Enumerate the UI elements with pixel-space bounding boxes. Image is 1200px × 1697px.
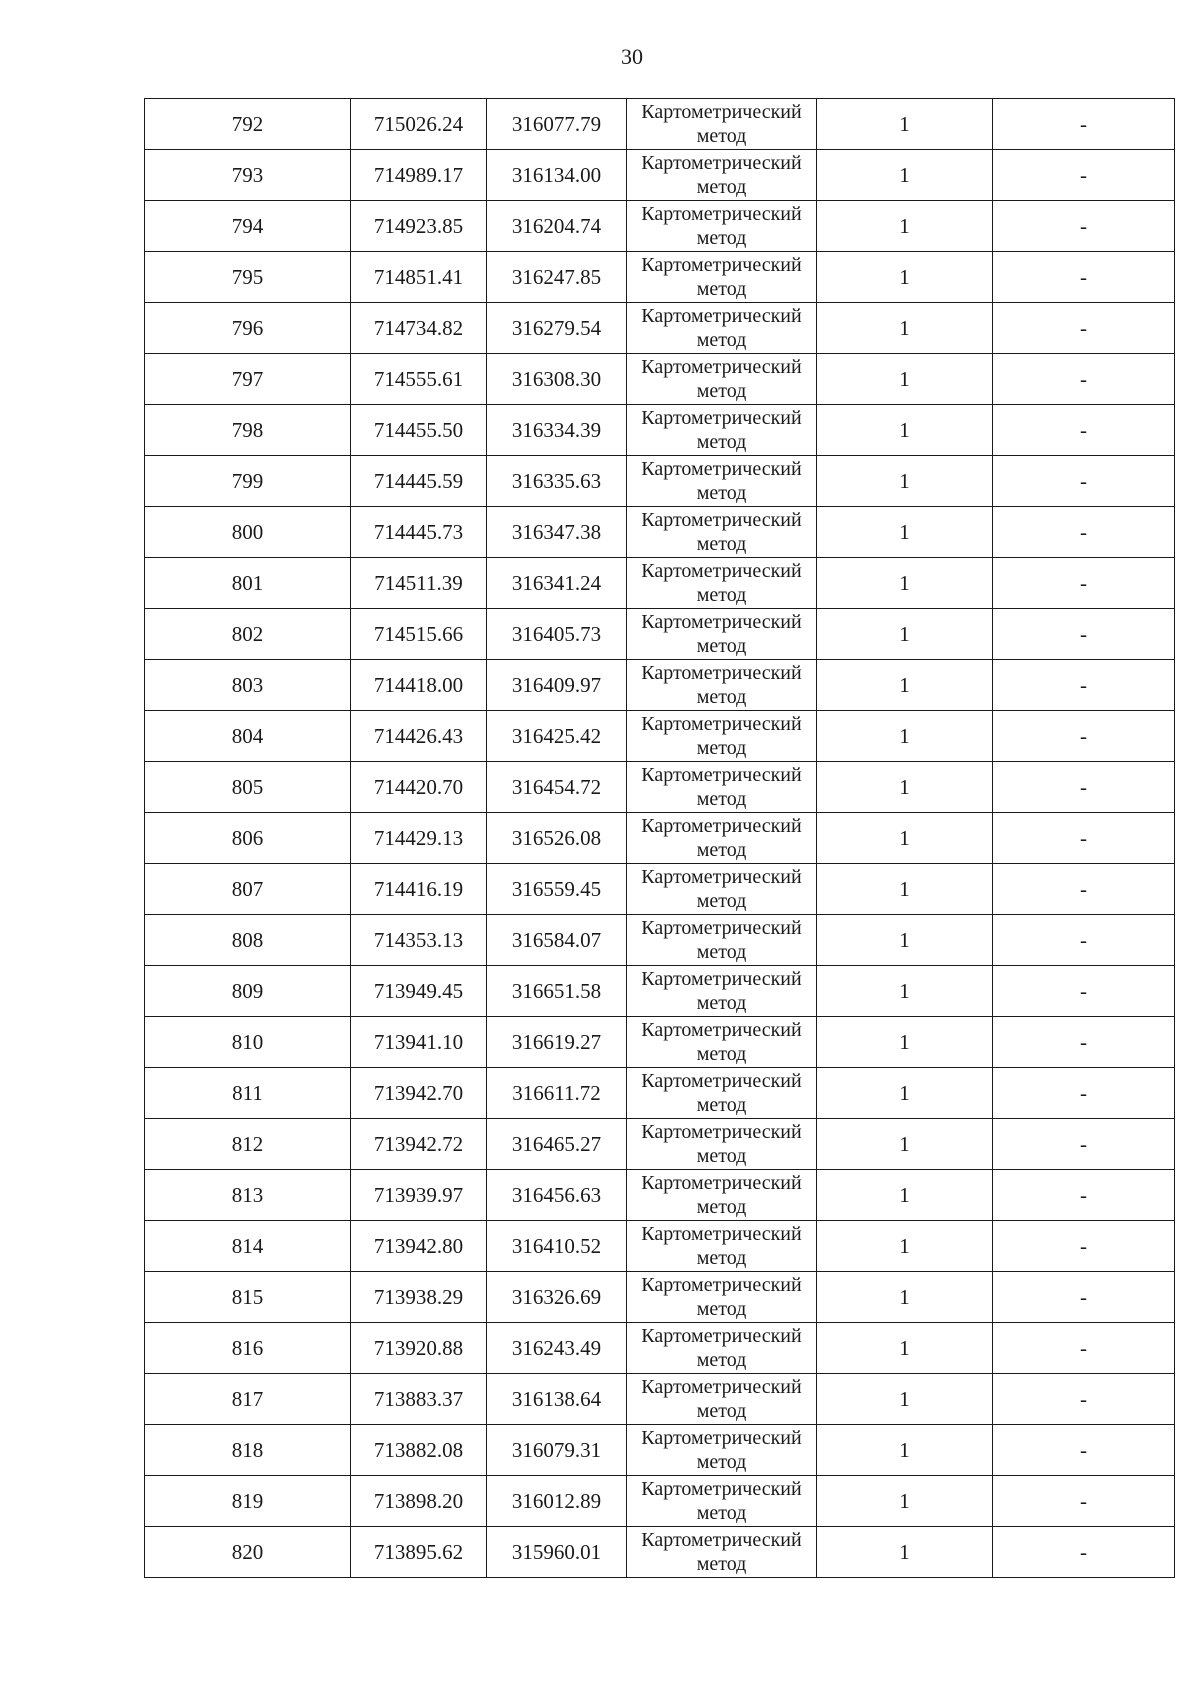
table-row xyxy=(145,711,1175,762)
table-row xyxy=(145,456,1175,507)
point-number-cell: 805 xyxy=(145,762,351,813)
table-row xyxy=(145,864,1175,915)
table-row xyxy=(145,1374,1175,1425)
method-cell xyxy=(627,966,817,1017)
method-label-line2: метод xyxy=(696,1094,747,1116)
method-label-line1: Картометрический xyxy=(641,815,802,837)
method-label-line2: метод xyxy=(696,992,747,1014)
method-label-line2: метод xyxy=(696,890,747,912)
method-label-line2: метод xyxy=(696,1247,747,1269)
method-cell xyxy=(627,1017,817,1068)
note-cell: - xyxy=(993,507,1175,558)
method-label-line1: Картометрический xyxy=(641,152,802,174)
y-coordinate-cell: 316465.27 xyxy=(487,1119,627,1170)
method-label-line1: Картометрический xyxy=(641,1376,802,1398)
y-coordinate-cell: 316559.45 xyxy=(487,864,627,915)
method-cell xyxy=(627,1119,817,1170)
note-cell: - xyxy=(993,1272,1175,1323)
note-cell: - xyxy=(993,1119,1175,1170)
method-label-line2: метод xyxy=(696,839,747,861)
method-cell xyxy=(627,150,817,201)
x-coordinate-cell: 713939.97 xyxy=(351,1170,487,1221)
y-coordinate-cell: 316077.79 xyxy=(487,99,627,150)
note-cell: - xyxy=(993,456,1175,507)
x-coordinate-cell: 714416.19 xyxy=(351,864,487,915)
point-number-cell: 812 xyxy=(145,1119,351,1170)
note-cell: - xyxy=(993,711,1175,762)
note-cell: - xyxy=(993,150,1175,201)
point-number-cell: 806 xyxy=(145,813,351,864)
y-coordinate-cell: 316526.08 xyxy=(487,813,627,864)
method-label-line2: метод xyxy=(696,584,747,606)
point-number-cell: 809 xyxy=(145,966,351,1017)
accuracy-cell: 1 xyxy=(817,1017,993,1068)
method-label-line2: метод xyxy=(696,1043,747,1065)
point-number-cell: 813 xyxy=(145,1170,351,1221)
point-number-cell: 811 xyxy=(145,1068,351,1119)
table-row xyxy=(145,507,1175,558)
x-coordinate-cell: 714989.17 xyxy=(351,150,487,201)
method-label-line1: Картометрический xyxy=(641,866,802,888)
y-coordinate-cell: 316204.74 xyxy=(487,201,627,252)
y-coordinate-cell: 316410.52 xyxy=(487,1221,627,1272)
table-row xyxy=(145,1221,1175,1272)
y-coordinate-cell: 316308.30 xyxy=(487,354,627,405)
table-row xyxy=(145,405,1175,456)
y-coordinate-cell: 316409.97 xyxy=(487,660,627,711)
accuracy-cell: 1 xyxy=(817,99,993,150)
method-label-line1: Картометрический xyxy=(641,560,802,582)
table-row xyxy=(145,915,1175,966)
point-number-cell: 801 xyxy=(145,558,351,609)
y-coordinate-cell: 316326.69 xyxy=(487,1272,627,1323)
method-cell xyxy=(627,609,817,660)
accuracy-cell: 1 xyxy=(817,915,993,966)
method-label-line2: метод xyxy=(696,278,747,300)
x-coordinate-cell: 714420.70 xyxy=(351,762,487,813)
method-label-line1: Картометрический xyxy=(641,101,802,123)
x-coordinate-cell: 714851.41 xyxy=(351,252,487,303)
method-cell xyxy=(627,1068,817,1119)
point-number-cell: 820 xyxy=(145,1527,351,1578)
note-cell: - xyxy=(993,1017,1175,1068)
accuracy-cell: 1 xyxy=(817,1119,993,1170)
method-label-line2: метод xyxy=(696,482,747,504)
x-coordinate-cell: 714353.13 xyxy=(351,915,487,966)
point-number-cell: 796 xyxy=(145,303,351,354)
method-label-line2: метод xyxy=(696,1553,747,1575)
method-cell xyxy=(627,1374,817,1425)
method-cell xyxy=(627,1476,817,1527)
table-row xyxy=(145,1119,1175,1170)
method-label-line1: Картометрический xyxy=(641,1325,802,1347)
method-cell xyxy=(627,1323,817,1374)
y-coordinate-cell: 316341.24 xyxy=(487,558,627,609)
table-row xyxy=(145,1068,1175,1119)
method-label-line2: метод xyxy=(696,227,747,249)
table-row xyxy=(145,1017,1175,1068)
method-label-line1: Картометрический xyxy=(641,1172,802,1194)
x-coordinate-cell: 714555.61 xyxy=(351,354,487,405)
x-coordinate-cell: 714445.59 xyxy=(351,456,487,507)
table-row xyxy=(145,1527,1175,1578)
x-coordinate-cell: 714734.82 xyxy=(351,303,487,354)
point-number-cell: 808 xyxy=(145,915,351,966)
note-cell: - xyxy=(993,1221,1175,1272)
y-coordinate-cell: 316335.63 xyxy=(487,456,627,507)
table-row xyxy=(145,303,1175,354)
point-number-cell: 793 xyxy=(145,150,351,201)
y-coordinate-cell: 316138.64 xyxy=(487,1374,627,1425)
method-label-line2: метод xyxy=(696,1349,747,1371)
page-number: 30 xyxy=(621,44,643,69)
method-cell xyxy=(627,762,817,813)
point-number-cell: 794 xyxy=(145,201,351,252)
y-coordinate-cell: 316134.00 xyxy=(487,150,627,201)
point-number-cell: 803 xyxy=(145,660,351,711)
note-cell: - xyxy=(993,405,1175,456)
x-coordinate-cell: 713920.88 xyxy=(351,1323,487,1374)
method-label-line1: Картометрический xyxy=(641,968,802,990)
accuracy-cell: 1 xyxy=(817,558,993,609)
table-row xyxy=(145,1323,1175,1374)
table-row xyxy=(145,609,1175,660)
accuracy-cell: 1 xyxy=(817,1170,993,1221)
x-coordinate-cell: 713949.45 xyxy=(351,966,487,1017)
method-cell xyxy=(627,1527,817,1578)
accuracy-cell: 1 xyxy=(817,405,993,456)
accuracy-cell: 1 xyxy=(817,456,993,507)
table-row xyxy=(145,252,1175,303)
x-coordinate-cell: 713883.37 xyxy=(351,1374,487,1425)
method-cell xyxy=(627,915,817,966)
method-cell xyxy=(627,864,817,915)
accuracy-cell: 1 xyxy=(817,1068,993,1119)
accuracy-cell: 1 xyxy=(817,303,993,354)
accuracy-cell: 1 xyxy=(817,864,993,915)
note-cell: - xyxy=(993,99,1175,150)
point-number-cell: 804 xyxy=(145,711,351,762)
note-cell: - xyxy=(993,1527,1175,1578)
method-label-line1: Картометрический xyxy=(641,1529,802,1551)
point-number-cell: 810 xyxy=(145,1017,351,1068)
x-coordinate-cell: 715026.24 xyxy=(351,99,487,150)
note-cell: - xyxy=(993,252,1175,303)
method-label-line2: метод xyxy=(696,1502,747,1524)
accuracy-cell: 1 xyxy=(817,1476,993,1527)
method-label-line1: Картометрический xyxy=(641,764,802,786)
note-cell: - xyxy=(993,609,1175,660)
table-row xyxy=(145,660,1175,711)
method-cell xyxy=(627,1272,817,1323)
method-label-line2: метод xyxy=(696,1145,747,1167)
method-label-line1: Картометрический xyxy=(641,1274,802,1296)
table-row xyxy=(145,150,1175,201)
method-cell xyxy=(627,252,817,303)
x-coordinate-cell: 713882.08 xyxy=(351,1425,487,1476)
method-cell xyxy=(627,711,817,762)
x-coordinate-cell: 713942.72 xyxy=(351,1119,487,1170)
table-row xyxy=(145,99,1175,150)
table-row xyxy=(145,1476,1175,1527)
method-label-line2: метод xyxy=(696,737,747,759)
accuracy-cell: 1 xyxy=(817,762,993,813)
method-cell xyxy=(627,354,817,405)
table-row xyxy=(145,966,1175,1017)
x-coordinate-cell: 714923.85 xyxy=(351,201,487,252)
table-row xyxy=(145,558,1175,609)
x-coordinate-cell: 714515.66 xyxy=(351,609,487,660)
method-label-line2: метод xyxy=(696,1400,747,1422)
method-label-line1: Картометрический xyxy=(641,611,802,633)
y-coordinate-cell: 316405.73 xyxy=(487,609,627,660)
table-row xyxy=(145,1170,1175,1221)
accuracy-cell: 1 xyxy=(817,150,993,201)
accuracy-cell: 1 xyxy=(817,609,993,660)
method-label-line2: метод xyxy=(696,788,747,810)
y-coordinate-cell: 316651.58 xyxy=(487,966,627,1017)
method-cell xyxy=(627,1170,817,1221)
accuracy-cell: 1 xyxy=(817,1272,993,1323)
note-cell: - xyxy=(993,915,1175,966)
point-number-cell: 795 xyxy=(145,252,351,303)
method-label-line2: метод xyxy=(696,1196,747,1218)
method-label-line2: метод xyxy=(696,686,747,708)
point-number-cell: 798 xyxy=(145,405,351,456)
point-number-cell: 802 xyxy=(145,609,351,660)
accuracy-cell: 1 xyxy=(817,201,993,252)
y-coordinate-cell: 316456.63 xyxy=(487,1170,627,1221)
method-label-line2: метод xyxy=(696,176,747,198)
accuracy-cell: 1 xyxy=(817,660,993,711)
accuracy-cell: 1 xyxy=(817,507,993,558)
note-cell: - xyxy=(993,558,1175,609)
method-label-line1: Картометрический xyxy=(641,917,802,939)
point-number-cell: 819 xyxy=(145,1476,351,1527)
x-coordinate-cell: 713942.80 xyxy=(351,1221,487,1272)
method-label-line2: метод xyxy=(696,635,747,657)
method-cell xyxy=(627,1425,817,1476)
y-coordinate-cell: 316012.89 xyxy=(487,1476,627,1527)
y-coordinate-cell: 315960.01 xyxy=(487,1527,627,1578)
method-cell xyxy=(627,813,817,864)
method-cell xyxy=(627,456,817,507)
method-label-line1: Картометрический xyxy=(641,1223,802,1245)
method-label-line1: Картометрический xyxy=(641,1121,802,1143)
note-cell: - xyxy=(993,303,1175,354)
x-coordinate-cell: 713898.20 xyxy=(351,1476,487,1527)
note-cell: - xyxy=(993,1068,1175,1119)
x-coordinate-cell: 714426.43 xyxy=(351,711,487,762)
point-number-cell: 800 xyxy=(145,507,351,558)
method-label-line2: метод xyxy=(696,941,747,963)
y-coordinate-cell: 316243.49 xyxy=(487,1323,627,1374)
table-row xyxy=(145,813,1175,864)
method-label-line2: метод xyxy=(696,431,747,453)
x-coordinate-cell: 713941.10 xyxy=(351,1017,487,1068)
method-label-line1: Картометрический xyxy=(641,1070,802,1092)
method-cell xyxy=(627,201,817,252)
method-label-line1: Картометрический xyxy=(641,356,802,378)
method-label-line1: Картометрический xyxy=(641,1019,802,1041)
x-coordinate-cell: 714418.00 xyxy=(351,660,487,711)
note-cell: - xyxy=(993,1170,1175,1221)
accuracy-cell: 1 xyxy=(817,1323,993,1374)
accuracy-cell: 1 xyxy=(817,813,993,864)
point-number-cell: 816 xyxy=(145,1323,351,1374)
method-label-line2: метод xyxy=(696,533,747,555)
point-number-cell: 799 xyxy=(145,456,351,507)
point-number-cell: 814 xyxy=(145,1221,351,1272)
method-label-line1: Картометрический xyxy=(641,458,802,480)
accuracy-cell: 1 xyxy=(817,1527,993,1578)
note-cell: - xyxy=(993,813,1175,864)
method-label-line1: Картометрический xyxy=(641,509,802,531)
note-cell: - xyxy=(993,1476,1175,1527)
note-cell: - xyxy=(993,762,1175,813)
note-cell: - xyxy=(993,1425,1175,1476)
note-cell: - xyxy=(993,966,1175,1017)
accuracy-cell: 1 xyxy=(817,711,993,762)
note-cell: - xyxy=(993,660,1175,711)
point-number-cell: 815 xyxy=(145,1272,351,1323)
method-cell xyxy=(627,303,817,354)
y-coordinate-cell: 316247.85 xyxy=(487,252,627,303)
method-label-line2: метод xyxy=(696,125,747,147)
table-row xyxy=(145,201,1175,252)
method-label-line2: метод xyxy=(696,1451,747,1473)
x-coordinate-cell: 714445.73 xyxy=(351,507,487,558)
y-coordinate-cell: 316611.72 xyxy=(487,1068,627,1119)
x-coordinate-cell: 713942.70 xyxy=(351,1068,487,1119)
x-coordinate-cell: 714511.39 xyxy=(351,558,487,609)
y-coordinate-cell: 316584.07 xyxy=(487,915,627,966)
method-label-line2: метод xyxy=(696,380,747,402)
point-number-cell: 797 xyxy=(145,354,351,405)
note-cell: - xyxy=(993,1374,1175,1425)
method-label-line1: Картометрический xyxy=(641,305,802,327)
method-label-line2: метод xyxy=(696,329,747,351)
coordinates-table xyxy=(144,98,1175,1578)
point-number-cell: 818 xyxy=(145,1425,351,1476)
point-number-cell: 817 xyxy=(145,1374,351,1425)
accuracy-cell: 1 xyxy=(817,1221,993,1272)
x-coordinate-cell: 714455.50 xyxy=(351,405,487,456)
method-label-line1: Картометрический xyxy=(641,407,802,429)
method-cell xyxy=(627,99,817,150)
table-row xyxy=(145,762,1175,813)
accuracy-cell: 1 xyxy=(817,1374,993,1425)
note-cell: - xyxy=(993,1323,1175,1374)
accuracy-cell: 1 xyxy=(817,1425,993,1476)
y-coordinate-cell: 316279.54 xyxy=(487,303,627,354)
table-row xyxy=(145,1425,1175,1476)
accuracy-cell: 1 xyxy=(817,252,993,303)
method-cell xyxy=(627,507,817,558)
y-coordinate-cell: 316079.31 xyxy=(487,1425,627,1476)
method-label-line1: Картометрический xyxy=(641,1478,802,1500)
y-coordinate-cell: 316425.42 xyxy=(487,711,627,762)
method-label-line1: Картометрический xyxy=(641,1427,802,1449)
method-cell xyxy=(627,405,817,456)
table-row xyxy=(145,354,1175,405)
method-cell xyxy=(627,1221,817,1272)
point-number-cell: 807 xyxy=(145,864,351,915)
note-cell: - xyxy=(993,354,1175,405)
coordinates-table-body xyxy=(145,99,1175,1578)
x-coordinate-cell: 713938.29 xyxy=(351,1272,487,1323)
method-label-line1: Картометрический xyxy=(641,203,802,225)
table-row xyxy=(145,1272,1175,1323)
method-label-line1: Картометрический xyxy=(641,662,802,684)
point-number-cell: 792 xyxy=(145,99,351,150)
x-coordinate-cell: 713895.62 xyxy=(351,1527,487,1578)
x-coordinate-cell: 714429.13 xyxy=(351,813,487,864)
method-cell xyxy=(627,558,817,609)
y-coordinate-cell: 316347.38 xyxy=(487,507,627,558)
y-coordinate-cell: 316619.27 xyxy=(487,1017,627,1068)
note-cell: - xyxy=(993,864,1175,915)
method-label-line1: Картометрический xyxy=(641,713,802,735)
accuracy-cell: 1 xyxy=(817,354,993,405)
note-cell: - xyxy=(993,201,1175,252)
y-coordinate-cell: 316454.72 xyxy=(487,762,627,813)
y-coordinate-cell: 316334.39 xyxy=(487,405,627,456)
method-cell xyxy=(627,660,817,711)
accuracy-cell: 1 xyxy=(817,966,993,1017)
method-label-line2: метод xyxy=(696,1298,747,1320)
method-label-line1: Картометрический xyxy=(641,254,802,276)
